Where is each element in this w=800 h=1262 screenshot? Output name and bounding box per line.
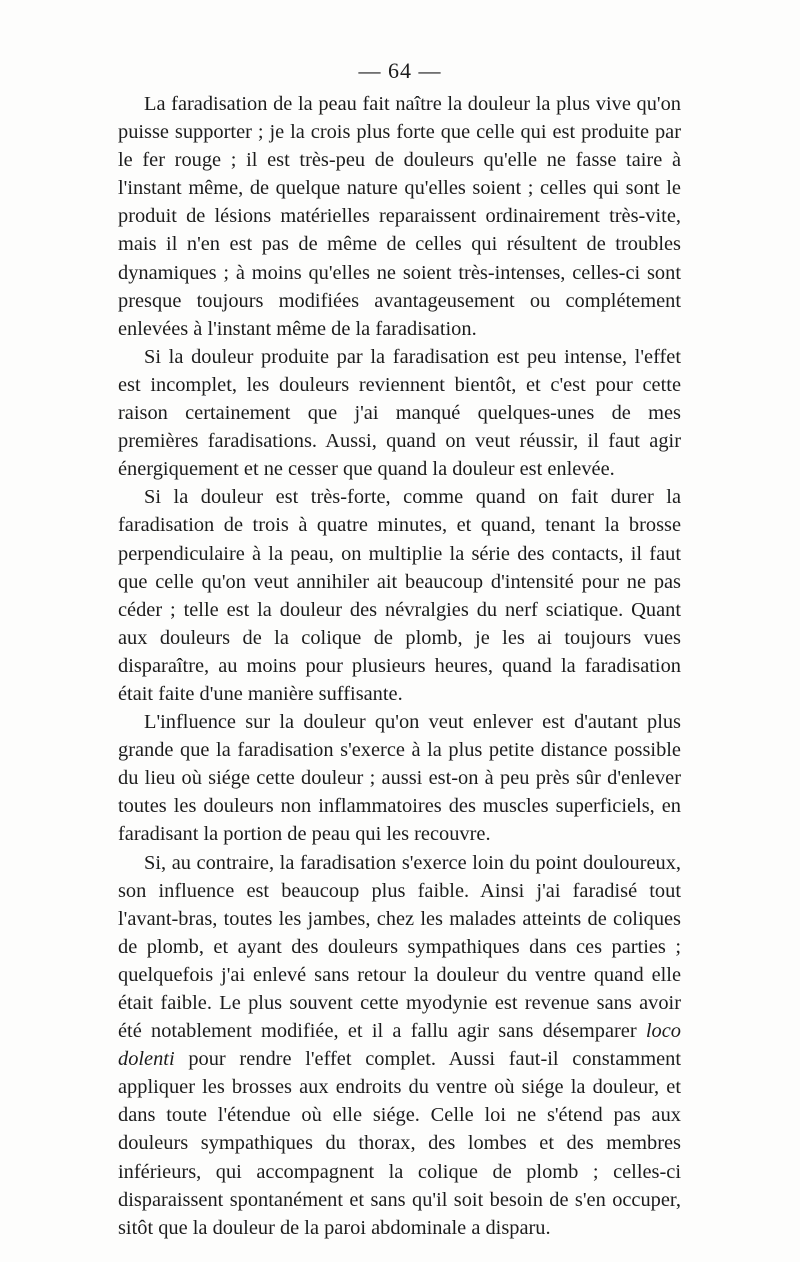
paragraph-5-start: Si, au contraire, la faradisation s'exerce loin du point douloureux, son influence est beaucoup plus faible. Ainsi j'ai faradisé tout l'avant-bras, toutes les jambes, chez les malades atteints de coliques de plomb, et ayant des douleurs sympathiques dans ces parties ; quelquefois j'ai enlevé sans retour la douleur du ventre quand elle était faible. Le plus souvent cette myodynie est revenue sans avoir été notablement modifiée, et il a fallu agir sans désemparer	[118, 851, 681, 1043]
paragraph-1: La faradisation de la peau fait naître la douleur la plus vive qu'on puisse supporter ; je la crois plus forte que celle qui est produite par le fer rouge ; il est très-peu de douleurs qu'elle ne fasse taire à l'instant même, de quelque nature qu'elles soient ; celles qui sont le produit de lésions matérielles reparaissent ordinairement très-vite, mais il n'en est pas de même de celles qui résultent de troubles dynamiques ; à moins qu'elles ne soient très-intenses, celles-ci sont presque toujours modifiées avantageusement ou complétement enlevées à l'instant même de la faradisation.	[118, 93, 681, 340]
paragraph-2: Si la douleur produite par la faradisation est peu intense, l'effet est incomplet, les douleurs reviennent bientôt, et c'est pour cette raison certainement que j'ai manqué quelques-unes de mes premières faradisations. Aussi, quand on veut réussir, il faut agir énergiquement et ne cesser que quand la douleur est enlevée.	[118, 345, 681, 481]
page-number: — 64 —	[358, 58, 442, 83]
paragraph-5-end: pour rendre l'effet complet. Aussi faut-il constamment appliquer les brosses aux endroits du ventre où siége la douleur, et dans toute l'étendue où elle siége. Celle loi ne s'étend pas aux douleurs sympathiques du thorax, des lombes et des membres inférieurs, qui accompagnent la colique de plomb ; celles-ci disparaissent spontanément et sans qu'il soit besoin de s'en occuper, sitôt que la douleur de la paroi abdominale a disparu.	[118, 1048, 681, 1239]
paragraph-3: Si la douleur est très-forte, comme quand on fait durer la faradisation de trois à quatre minutes, et quand, tenant la brosse perpendiculaire à la peau, on multiplie la série des contacts, il faut que celle qu'on veut annihiler ait beaucoup d'intensité pour ne pas céder ; telle est la douleur des névralgies du nerf sciatique. Quant aux douleurs de la colique de plomb, je les ai toujours vues disparaître, au moins pour plusieurs heures, quand la faradisation était faite d'une manière suffisante.	[118, 486, 681, 705]
body-text	[118, 90, 681, 1242]
paragraph-5	[118, 849, 681, 1242]
paragraph-4: L'influence sur la douleur qu'on veut enlever est d'autant plus grande que la faradisation s'exerce à la plus petite distance possible du lieu où siége cette douleur ; aussi est-on à peu près sûr d'enlever toutes les douleurs non inflammatoires des muscles superficiels, en faradisant la portion de peau qui les recouvre.	[118, 711, 681, 846]
latin-phrase: loco dolenti	[118, 1020, 681, 1071]
